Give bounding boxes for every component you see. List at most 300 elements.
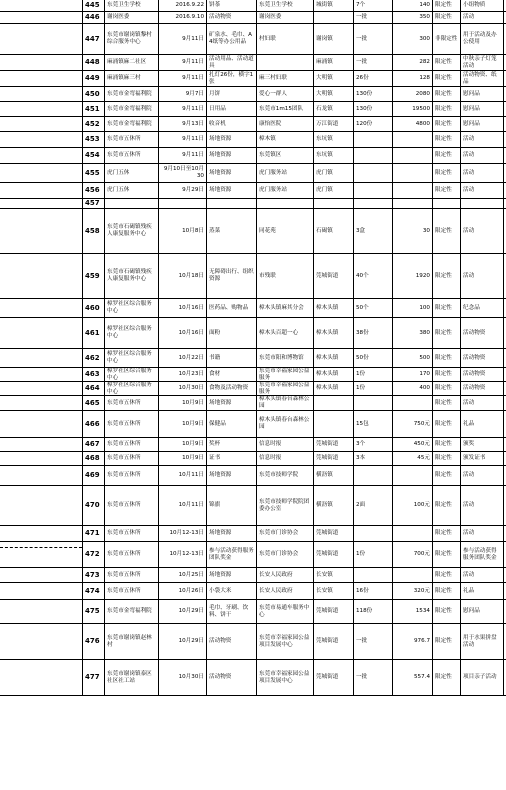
cell-item: 饼茶 bbox=[206, 0, 256, 11]
cell-date: 9月11日 bbox=[158, 102, 206, 116]
cell-org: 东莞市五休所 bbox=[104, 396, 158, 410]
cell-use: 项目亲子活动 bbox=[460, 660, 504, 695]
cell-no: 460 bbox=[82, 299, 104, 317]
cell-way: 限定性 bbox=[432, 148, 460, 163]
cell-town: 莞城街道 bbox=[313, 600, 353, 623]
cell-town: 石龙镇 bbox=[313, 102, 353, 116]
cell-item: 锦旗 bbox=[206, 486, 256, 525]
cell-dest: 东莞市幸福家园公益服务 bbox=[256, 368, 313, 381]
cell-use: 参与活动获得服务团队奖金 bbox=[460, 542, 504, 567]
cell-qty: 50份 bbox=[353, 349, 392, 367]
cell-no: 445 bbox=[82, 0, 104, 11]
cell-way: 限定性 bbox=[432, 132, 460, 147]
cell-dest: 信息时报 bbox=[256, 438, 313, 451]
table-row bbox=[0, 396, 506, 411]
cell-amount bbox=[392, 466, 432, 485]
cell-amount: 976.7 bbox=[392, 624, 432, 659]
cell-use: 活动 bbox=[460, 466, 504, 485]
cell-amount: 2080 bbox=[392, 87, 432, 101]
cell-org: 东莞市五休所 bbox=[104, 132, 158, 147]
cell-item: 蒸菜 bbox=[206, 209, 256, 253]
cell-dest: 虎门服务站 bbox=[256, 183, 313, 198]
cell-item: 矿泉水、毛巾、A4纸等办公用品 bbox=[206, 24, 256, 54]
cell-way: 限定性 bbox=[432, 452, 460, 465]
cell-way: 限定性 bbox=[432, 349, 460, 367]
cell-dest bbox=[256, 55, 313, 70]
cell-item: 医药品、购物品 bbox=[206, 299, 256, 317]
table-row bbox=[0, 0, 506, 12]
cell-qty: 16份 bbox=[353, 583, 392, 599]
cell-org: 东莞卫生学校 bbox=[104, 0, 158, 11]
cell-org: 樟罗社区综合服务中心 bbox=[104, 349, 158, 367]
cell-town: 谢岗镇 bbox=[313, 24, 353, 54]
cell-org: 东莞市五休所 bbox=[104, 568, 158, 582]
table-row bbox=[0, 660, 506, 696]
table-row bbox=[0, 318, 506, 349]
table-row bbox=[0, 600, 506, 624]
cell-date: 10月11日 bbox=[158, 466, 206, 485]
cell-use: 用于活动及办公使用 bbox=[460, 24, 504, 54]
cell-use: 活动 bbox=[460, 183, 504, 198]
cell-no: 473 bbox=[82, 568, 104, 582]
cell-qty: 3盒 bbox=[353, 209, 392, 253]
cell-org: 东莞市金弯福利院 bbox=[104, 102, 158, 116]
cell-way: 限定性 bbox=[432, 254, 460, 298]
cell-town: 莞城街道 bbox=[313, 438, 353, 451]
cell-qty: 一批 bbox=[353, 24, 392, 54]
cell-amount bbox=[392, 148, 432, 163]
cell-amount: 700元 bbox=[392, 542, 432, 567]
cell-use: 小组物质 bbox=[460, 0, 504, 11]
cell-dest: 同花苑 bbox=[256, 209, 313, 253]
cell-org: 虎门五休 bbox=[104, 164, 158, 182]
cell-qty bbox=[353, 466, 392, 485]
cell-way: 限定性 bbox=[432, 624, 460, 659]
cell-way: 限定性 bbox=[432, 382, 460, 395]
cell-town: 麻涌镇 bbox=[313, 55, 353, 70]
cell-amount: 140 bbox=[392, 0, 432, 11]
cell-no: 452 bbox=[82, 117, 104, 131]
cell-qty: 1份 bbox=[353, 368, 392, 381]
table-row bbox=[0, 368, 506, 382]
cell-qty bbox=[353, 132, 392, 147]
cell-item: 小袋大米 bbox=[206, 583, 256, 599]
cell-org: 东莞市五休所 bbox=[104, 148, 158, 163]
cell-amount: 300 bbox=[392, 24, 432, 54]
cell-date: 10月26日 bbox=[158, 583, 206, 599]
cell-dest: 市残联 bbox=[256, 254, 313, 298]
cell-amount: 100 bbox=[392, 299, 432, 317]
cell-use: 礼品 bbox=[460, 583, 504, 599]
cell-item: 场地资源 bbox=[206, 568, 256, 582]
cell-date: 10月11日 bbox=[158, 486, 206, 525]
cell-qty bbox=[353, 396, 392, 410]
cell-date: 10月25日 bbox=[158, 568, 206, 582]
cell-way: 限定性 bbox=[432, 600, 460, 623]
cell-dest: 东莞市幸福家园公益项目发展中心 bbox=[256, 624, 313, 659]
cell-way: 限定性 bbox=[432, 117, 460, 131]
table-row bbox=[0, 55, 506, 71]
cell-use: 礼品 bbox=[460, 411, 504, 437]
cell-no: 464 bbox=[82, 382, 104, 395]
cell-amount: 1920 bbox=[392, 254, 432, 298]
cell-amount bbox=[392, 396, 432, 410]
cell-way bbox=[432, 199, 460, 208]
cell-qty: 7个 bbox=[353, 0, 392, 11]
cell-town: 石碣镇 bbox=[313, 209, 353, 253]
table-row bbox=[0, 542, 506, 568]
table-row bbox=[0, 526, 506, 542]
cell-date bbox=[158, 199, 206, 208]
cell-qty: 26份 bbox=[353, 71, 392, 86]
cell-way: 限定性 bbox=[432, 438, 460, 451]
cell-use: 活动物资 bbox=[460, 349, 504, 367]
cell-qty: 50个 bbox=[353, 299, 392, 317]
cell-qty: 40个 bbox=[353, 254, 392, 298]
cell-no: 468 bbox=[82, 452, 104, 465]
cell-date: 9月29日 bbox=[158, 183, 206, 198]
table-row bbox=[0, 624, 506, 660]
cell-date: 10月16日 bbox=[158, 299, 206, 317]
cell-item: 活动物资 bbox=[206, 12, 256, 23]
cell-date: 10月18日 bbox=[158, 254, 206, 298]
cell-town: 莞城街道 bbox=[313, 624, 353, 659]
cell-date: 10月9日 bbox=[158, 396, 206, 410]
cell-item: 毛巾、牙刷、饮料、饼干 bbox=[206, 600, 256, 623]
cell-org: 樟罗社区综合服务中心 bbox=[104, 368, 158, 381]
cell-date: 9月11日 bbox=[158, 24, 206, 54]
cell-qty: 3本 bbox=[353, 452, 392, 465]
cell-use: 活动 bbox=[460, 486, 504, 525]
cell-town: 樟木头镇 bbox=[313, 349, 353, 367]
table-row bbox=[0, 438, 506, 452]
cell-town: 虎门镇 bbox=[313, 164, 353, 182]
cell-no: 456 bbox=[82, 183, 104, 198]
cell-use: 慰问品 bbox=[460, 87, 504, 101]
cell-way: 限定性 bbox=[432, 660, 460, 695]
cell-item: 奖杯 bbox=[206, 438, 256, 451]
cell-qty bbox=[353, 183, 392, 198]
cell-town: 东坑镇 bbox=[313, 148, 353, 163]
cell-dest: 爱心一群人 bbox=[256, 87, 313, 101]
cell-qty: 1份 bbox=[353, 542, 392, 567]
cell-org: 东莞市谢岗镇黎村综合服务中心 bbox=[104, 24, 158, 54]
cell-date: 9月7日 bbox=[158, 87, 206, 101]
table-row bbox=[0, 71, 506, 87]
cell-date: 9月11日 bbox=[158, 55, 206, 70]
cell-town bbox=[313, 396, 353, 410]
cell-item: 场地资源 bbox=[206, 526, 256, 541]
cell-way: 限定性 bbox=[432, 396, 460, 410]
table-row bbox=[0, 466, 506, 486]
cell-amount: 282 bbox=[392, 55, 432, 70]
cell-amount bbox=[392, 183, 432, 198]
cell-date: 10月8日 bbox=[158, 209, 206, 253]
cell-way: 限定性 bbox=[432, 583, 460, 599]
cell-town: 虎门镇 bbox=[313, 183, 353, 198]
cell-no: 451 bbox=[82, 102, 104, 116]
table-row bbox=[0, 117, 506, 132]
cell-dest: 长安人民政府 bbox=[256, 568, 313, 582]
cell-org: 东莞市谢岗镇赵林村 bbox=[104, 624, 158, 659]
cell-qty: 38份 bbox=[353, 318, 392, 348]
cell-no: 446 bbox=[82, 12, 104, 23]
cell-town: 大明镇 bbox=[313, 71, 353, 86]
cell-org: 东莞市谢岗镇泰区社区社工站 bbox=[104, 660, 158, 695]
cell-amount: 100元 bbox=[392, 486, 432, 525]
cell-town bbox=[313, 199, 353, 208]
cell-dest: 东莞卫生学校 bbox=[256, 0, 313, 11]
cell-qty: 130份 bbox=[353, 87, 392, 101]
cell-date: 10月29日 bbox=[158, 600, 206, 623]
cell-use bbox=[460, 199, 504, 208]
cell-use: 活动物资 bbox=[460, 318, 504, 348]
cell-qty bbox=[353, 568, 392, 582]
cell-way: 限定性 bbox=[432, 71, 460, 86]
cell-dest: 樟木镇 bbox=[256, 132, 313, 147]
cell-use: 活动 bbox=[460, 164, 504, 182]
cell-no: 477 bbox=[82, 660, 104, 695]
cell-town: 万江街道 bbox=[313, 117, 353, 131]
cell-amount: 45元 bbox=[392, 452, 432, 465]
cell-no: 474 bbox=[82, 583, 104, 599]
cell-qty: 一批 bbox=[353, 624, 392, 659]
table-row bbox=[0, 24, 506, 55]
cell-town: 莞城街道 bbox=[313, 660, 353, 695]
cell-use: 活动 bbox=[460, 12, 504, 23]
cell-item: 保健品 bbox=[206, 411, 256, 437]
cell-item: 场地资源 bbox=[206, 183, 256, 198]
cell-town: 横沥镇 bbox=[313, 486, 353, 525]
table-row bbox=[0, 132, 506, 148]
cell-use: 慰问品 bbox=[460, 102, 504, 116]
cell-qty: 一批 bbox=[353, 55, 392, 70]
cell-town: 长安镇 bbox=[313, 583, 353, 599]
cell-town: 莞城街道 bbox=[313, 526, 353, 541]
cell-no: 472 bbox=[82, 542, 104, 567]
table-row bbox=[0, 199, 506, 209]
cell-amount bbox=[392, 568, 432, 582]
cell-way: 限定性 bbox=[432, 411, 460, 437]
cell-way: 限定性 bbox=[432, 164, 460, 182]
table-row bbox=[0, 209, 506, 254]
cell-town: 横沥镇 bbox=[313, 466, 353, 485]
cell-no: 454 bbox=[82, 148, 104, 163]
cell-way: 限定性 bbox=[432, 318, 460, 348]
cell-dest: 谢岗医委 bbox=[256, 12, 313, 23]
cell-use: 活动 bbox=[460, 568, 504, 582]
cell-item: 食材 bbox=[206, 368, 256, 381]
cell-town: 长安镇 bbox=[313, 568, 353, 582]
cell-item: 日用品 bbox=[206, 102, 256, 116]
table-row bbox=[0, 583, 506, 600]
cell-amount: 128 bbox=[392, 71, 432, 86]
cell-amount: 500 bbox=[392, 349, 432, 367]
cell-no: 453 bbox=[82, 132, 104, 147]
cell-dest: 虎门服务站 bbox=[256, 164, 313, 182]
cell-dest: 樟木头镇麻其分会 bbox=[256, 299, 313, 317]
cell-no: 475 bbox=[82, 600, 104, 623]
cell-dest: 东莞市技师学院院团委办公室 bbox=[256, 486, 313, 525]
cell-way: 限定性 bbox=[432, 568, 460, 582]
cell-town: 莞城街道 bbox=[313, 542, 353, 567]
cell-town: 樟木头镇 bbox=[313, 368, 353, 381]
cell-org: 樟罗社区综合服务中心 bbox=[104, 382, 158, 395]
table-row bbox=[0, 299, 506, 318]
cell-item: 场地资源 bbox=[206, 164, 256, 182]
cell-org: 东莞市五休所 bbox=[104, 542, 158, 567]
cell-dest: 东莞镇区 bbox=[256, 148, 313, 163]
cell-town: 东坑镇 bbox=[313, 132, 353, 147]
cell-dest: 东莞市技师学院 bbox=[256, 466, 313, 485]
cell-amount bbox=[392, 164, 432, 182]
cell-use: 活动 bbox=[460, 526, 504, 541]
cell-no: 458 bbox=[82, 209, 104, 253]
cell-date: 2016.9.22 bbox=[158, 0, 206, 11]
cell-way: 限定性 bbox=[432, 209, 460, 253]
cell-org: 东莞市石碣镇残疾人康复服务中心 bbox=[104, 209, 158, 253]
cell-date: 10月29日 bbox=[158, 624, 206, 659]
cell-qty bbox=[353, 148, 392, 163]
cell-qty bbox=[353, 164, 392, 182]
table-row bbox=[0, 411, 506, 438]
cell-way: 非限定性 bbox=[432, 24, 460, 54]
cell-dest: 长安人民政府 bbox=[256, 583, 313, 599]
cell-org bbox=[104, 199, 158, 208]
cell-org: 麻涌镇麻三村 bbox=[104, 71, 158, 86]
cell-date: 10月12-13日 bbox=[158, 542, 206, 567]
cell-qty: 120份 bbox=[353, 117, 392, 131]
cell-use: 活动物资 bbox=[460, 368, 504, 381]
cell-org: 麻涌镇麻二社区 bbox=[104, 55, 158, 70]
table-row bbox=[0, 486, 506, 526]
cell-dest: 樟木头镇春台森林公园 bbox=[256, 411, 313, 437]
cell-no: 466 bbox=[82, 411, 104, 437]
cell-item: 书籍 bbox=[206, 349, 256, 367]
cell-item: 活动物资 bbox=[206, 624, 256, 659]
cell-amount bbox=[392, 199, 432, 208]
cell-item: 场地资源 bbox=[206, 396, 256, 410]
cell-dest: 东莞市易通车服务中心 bbox=[256, 600, 313, 623]
cell-town: 樟木头镇 bbox=[313, 299, 353, 317]
table-row bbox=[0, 382, 506, 396]
cell-item: 月饼 bbox=[206, 87, 256, 101]
cell-org: 东莞市五休所 bbox=[104, 466, 158, 485]
cell-use: 中秋亲子灯笼活动 bbox=[460, 55, 504, 70]
cell-no: 467 bbox=[82, 438, 104, 451]
cell-town: 莞城街道 bbox=[313, 254, 353, 298]
cell-way: 限定性 bbox=[432, 466, 460, 485]
cell-dest: 东莞市阳和博物馆 bbox=[256, 349, 313, 367]
cell-org: 东莞市五休所 bbox=[104, 526, 158, 541]
cell-dest: 樟木头百超一心 bbox=[256, 318, 313, 348]
cell-way: 限定性 bbox=[432, 526, 460, 541]
cell-org: 东莞市金弯福利院 bbox=[104, 600, 158, 623]
cell-amount: 19500 bbox=[392, 102, 432, 116]
cell-qty: 一批 bbox=[353, 660, 392, 695]
cell-use: 活动 bbox=[460, 254, 504, 298]
cell-date: 10月9日 bbox=[158, 438, 206, 451]
cell-qty bbox=[353, 526, 392, 541]
cell-use: 纪念品 bbox=[460, 299, 504, 317]
cell-org: 东莞市五休所 bbox=[104, 411, 158, 437]
cell-no: 450 bbox=[82, 87, 104, 101]
table-row bbox=[0, 87, 506, 102]
cell-use: 慰问品 bbox=[460, 600, 504, 623]
cell-way: 限定性 bbox=[432, 542, 460, 567]
cell-org: 虎门五休 bbox=[104, 183, 158, 198]
table-row bbox=[0, 164, 506, 183]
cell-item: 无障碍出行、组织资源 bbox=[206, 254, 256, 298]
cell-no: 447 bbox=[82, 24, 104, 54]
cell-qty: 3个 bbox=[353, 438, 392, 451]
cell-no: 457 bbox=[82, 199, 104, 208]
cell-date: 9月11日 bbox=[158, 71, 206, 86]
cell-amount: 170 bbox=[392, 368, 432, 381]
cell-date: 10月9日 bbox=[158, 452, 206, 465]
cell-amount: 1534 bbox=[392, 600, 432, 623]
cell-item: 扎灯26份，横字1张 bbox=[206, 71, 256, 86]
table-row bbox=[0, 148, 506, 164]
cell-use: 颁发证书 bbox=[460, 452, 504, 465]
cell-use: 颁奖 bbox=[460, 438, 504, 451]
cell-item: 活动用品、活动道具 bbox=[206, 55, 256, 70]
cell-use: 活动 bbox=[460, 148, 504, 163]
cell-org: 谢岗医委 bbox=[104, 12, 158, 23]
cell-date: 10月23日 bbox=[158, 368, 206, 381]
cell-amount: 350 bbox=[392, 12, 432, 23]
cell-way: 限定性 bbox=[432, 299, 460, 317]
cell-qty: 一批 bbox=[353, 12, 392, 23]
cell-no: 455 bbox=[82, 164, 104, 182]
cell-amount: 30 bbox=[392, 209, 432, 253]
cell-way: 限定性 bbox=[432, 55, 460, 70]
cell-amount: 750元 bbox=[392, 411, 432, 437]
cell-no: 463 bbox=[82, 368, 104, 381]
page-break-line bbox=[0, 547, 82, 548]
cell-use: 活动 bbox=[460, 396, 504, 410]
cell-amount: 557.4 bbox=[392, 660, 432, 695]
cell-item: 场地资源 bbox=[206, 466, 256, 485]
cell-date: 10月9日 bbox=[158, 411, 206, 437]
cell-way: 限定性 bbox=[432, 486, 460, 525]
cell-org: 樟罗社区综合服务中心 bbox=[104, 318, 158, 348]
cell-town: 樟木头镇 bbox=[313, 318, 353, 348]
table-row bbox=[0, 349, 506, 368]
cell-date: 10月22日 bbox=[158, 349, 206, 367]
cell-org: 樟罗社区综合服务中心 bbox=[104, 299, 158, 317]
cell-dest: 东莞市1m15团队 bbox=[256, 102, 313, 116]
cell-date: 10月30日 bbox=[158, 382, 206, 395]
cell-no: 462 bbox=[82, 349, 104, 367]
cell-dest: 东莞市幸福家园公益项目发展中心 bbox=[256, 660, 313, 695]
cell-date: 9月13日 bbox=[158, 117, 206, 131]
cell-use: 活动物资 bbox=[460, 382, 504, 395]
cell-org: 东莞市石碣镇残疾人康复服务中心 bbox=[104, 254, 158, 298]
cell-way: 限定性 bbox=[432, 368, 460, 381]
cell-way: 限定性 bbox=[432, 102, 460, 116]
cell-date: 2016.9.10 bbox=[158, 12, 206, 23]
table-row bbox=[0, 183, 506, 199]
cell-item: 场地资源 bbox=[206, 132, 256, 147]
cell-amount: 320元 bbox=[392, 583, 432, 599]
cell-use: 慰问品 bbox=[460, 117, 504, 131]
cell-date: 10月16日 bbox=[158, 318, 206, 348]
cell-amount: 4800 bbox=[392, 117, 432, 131]
cell-item: 参与活动获得服务团队奖金 bbox=[206, 542, 256, 567]
cell-way: 限定性 bbox=[432, 183, 460, 198]
cell-org: 东莞市五休所 bbox=[104, 583, 158, 599]
